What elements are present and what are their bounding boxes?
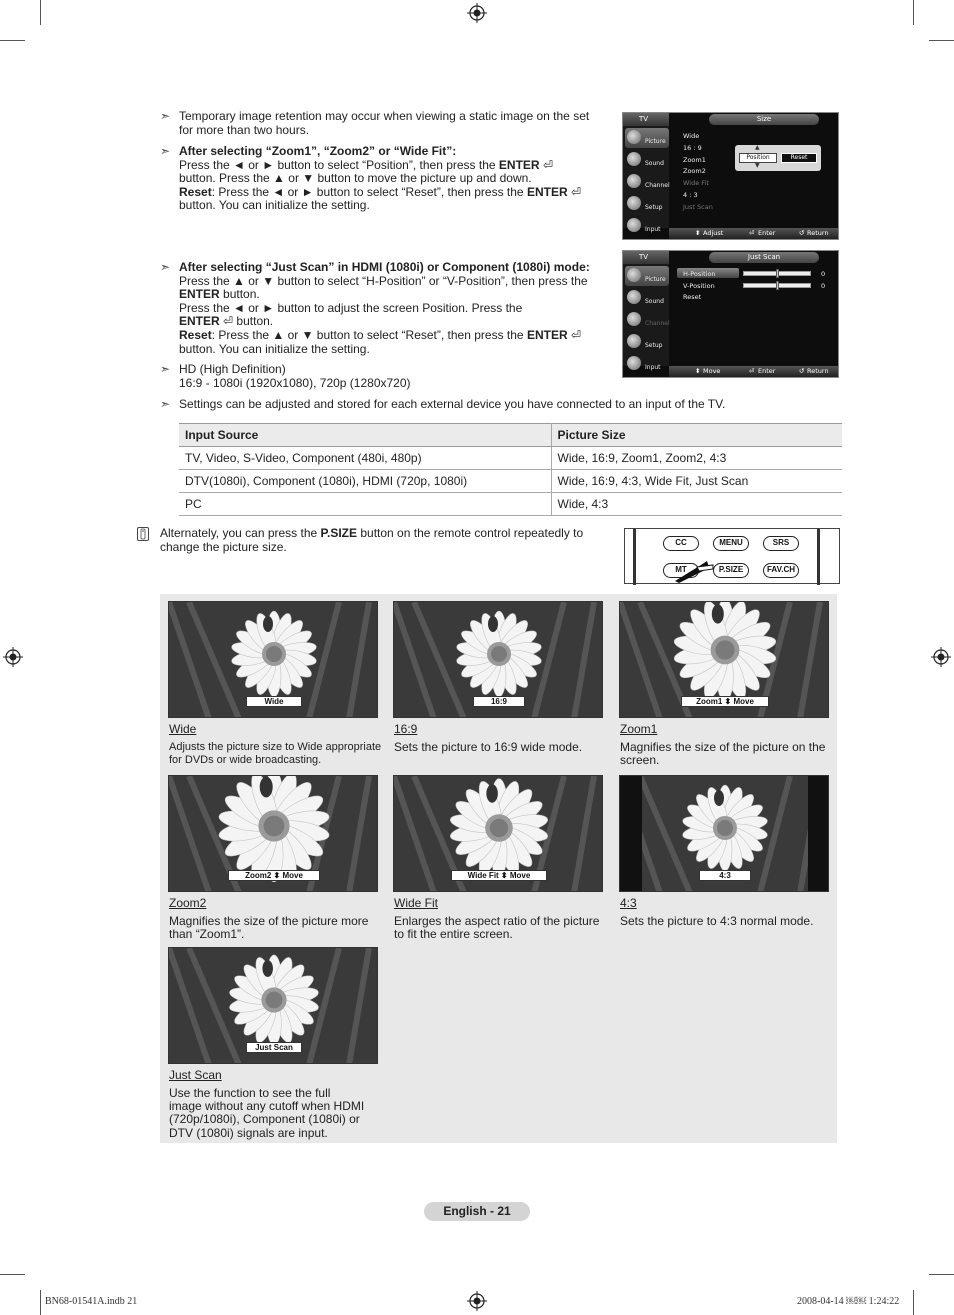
reset-label: Reset [179,327,212,342]
osd-just-scan-menu [622,250,839,378]
description-line: Magnifies the size of the picture on the [620,740,826,754]
osd-item: Wide Fit [683,179,709,187]
description-line: Adjusts the picture size to Wide appropriate [169,741,382,753]
osd-help-adjust: Adjust [703,229,724,237]
setup-icon [627,334,641,348]
srs-button: SRS [763,536,799,551]
picture-mode-title: 4:3 [620,896,637,910]
description-line: Use the function to see the full [169,1086,331,1100]
psize-button: P.SIZE [713,563,749,578]
setup-icon [627,196,641,210]
osd-size-menu [622,112,839,240]
channel-icon [627,312,641,326]
remote-note-icon [137,527,149,541]
note-heading: After selecting “Zoom1”, “Zoom2” or “Wide Fit” [179,144,453,158]
picture-mode-label: Wide [246,696,302,707]
osd-item: 16 : 9 [683,144,702,152]
note-text: Press the ◄ or ► button to select “Position”, then press the [179,157,496,172]
osd-item: Zoom2 [683,167,706,175]
sound-icon [627,152,641,166]
osd-help-return: Return [807,367,829,375]
reset-label: Reset [179,184,212,199]
note-text: Alternately, you can press the [160,526,318,540]
osd-help-enter: Enter [758,229,776,237]
remote-control-image [624,528,840,584]
enter-icon: ⏎ [570,327,582,342]
enter-label: ENTER [179,314,220,329]
note-text: button. Press the ▲ or ▼ button to move the picture up and down. [179,171,532,186]
crop-mark [913,0,914,25]
osd-title: Just Scan [709,252,819,263]
channel-icon [627,174,641,188]
description-line: image without any cutoff when HDMI [169,1099,365,1114]
crop-mark [0,40,25,41]
picture-icon [627,268,641,282]
picture-mode-description [169,1087,389,1140]
picture-mode-label: Wide Fit ⬍ Move [451,870,547,881]
footer-date: 2008-04-14 ￼￼ 1:24:22 [797,1296,900,1307]
psize-label: P.SIZE [320,526,358,540]
note-text: for more than two hours. [179,122,310,137]
enter-icon: ⏎ [223,314,234,329]
description-line: to fit the entire screen. [394,927,513,942]
note-text: Settings can be adjusted and stored for each external device you have connected to an input of the TV. [179,397,726,411]
picture-mode-title: Wide Fit [394,896,439,910]
note-text: button on the remote control repeatedly to [360,526,584,540]
sound-icon [627,290,641,304]
crop-mark [929,40,954,41]
table-cell: Wide, 4:3 [551,493,842,516]
favch-button: FAV.CH [763,563,799,578]
input-icon [627,218,641,232]
adjust-icon: ⬍ [695,229,701,237]
picture-mode-thumbnail [619,775,829,892]
picture-mode-description [620,915,840,928]
crop-mark [913,1290,914,1315]
crop-mark [40,1290,41,1315]
osd-item: 4 : 3 [683,191,698,199]
arrow-down-icon: ▼ [755,162,760,169]
osd-help-enter: Enter [758,367,776,375]
picture-mode-title: Zoom2 [169,896,207,910]
mts-button: MT [663,563,699,578]
remote-body-edge [633,529,636,585]
description-line: than “Zoom1”. [169,927,245,942]
crop-mark [40,0,41,25]
note-text: Press the ◄ or ► button to adjust the screen Position. Press the [179,300,523,315]
note-arrow-icon: ➣ [160,109,171,123]
osd-position-button: Position [739,153,777,163]
enter-icon: ⏎ [749,229,755,237]
osd-item: Zoom1 [683,156,706,164]
note-text: : Press the ◄ or ► button to select “Reset”, then press the [211,184,524,199]
enter-label: ENTER [498,157,540,172]
picture-mode-thumbnail [393,601,603,718]
picture-mode-thumbnail [168,601,378,718]
osd-side-input: Input [625,354,669,374]
table-cell: Wide, 16:9, Zoom1, Zoom2, 4:3 [551,447,842,470]
arrow-up-icon: ▲ [755,144,760,151]
note-text: button. [236,314,274,329]
h-position-slider [743,271,811,276]
note-heading: After selecting “Just Scan” in HDMI (1080i) or Component (1080i) mode: [179,260,590,274]
registration-mark-icon [3,647,23,667]
return-icon: ↺ [799,229,805,237]
table-cell: DTV(1080i), Component (1080i), HDMI (720p, 1080i) [179,470,551,493]
enter-icon: ⏎ [542,157,553,172]
picture-icon [627,130,641,144]
enter-icon: ⏎ [570,184,582,199]
description-line: Enlarges the aspect ratio of the picture [394,914,600,928]
osd-help-return: Return [807,229,829,237]
picture-mode-title: Wide [169,722,197,736]
osd-side-channel: Channel [625,310,669,330]
osd-side-setup: Setup [625,194,669,214]
remote-body-edge [817,529,820,585]
osd-position-popup [735,145,821,171]
osd-side-sound: Sound [625,288,669,308]
description-line: (720p/1080i), Component (1080i) or [169,1112,360,1127]
note-text: HD (High Definition) [179,362,286,376]
input-icon [627,356,641,370]
osd-item: Just Scan [683,203,713,211]
enter-icon: ⏎ [749,367,755,375]
osd-tv-label: TV [623,251,669,264]
picture-mode-label: 4:3 [699,870,751,881]
h-position-value: 0 [821,270,826,278]
osd-side-setup: Setup [625,332,669,352]
table-cell: TV, Video, S-Video, Component (480i, 480p) [179,447,551,470]
note-psize [160,527,583,554]
table-row [179,470,842,493]
table-header-row [179,424,842,447]
description-line: Sets the picture to 16:9 wide mode. [394,740,583,754]
picture-mode-thumbnail [393,775,603,892]
table-row [179,447,842,470]
v-position-value: 0 [821,282,826,290]
picture-mode-description [620,741,840,767]
osd-item: V-Position [683,282,715,290]
table-row [179,493,842,516]
osd-side-channel: Channel [625,172,669,192]
note-text: button. [223,287,260,302]
picture-mode-description [169,915,389,941]
picture-mode-title: Zoom1 [620,722,658,736]
picture-mode-thumbnail [168,947,378,1064]
registration-mark-icon [467,3,487,23]
osd-title: Size [709,114,819,125]
note-text: Temporary image retention may occur when viewing a static image on the set [179,109,590,123]
picture-mode-thumbnail [168,775,378,892]
pointing-finger-icon [673,553,733,583]
picture-mode-thumbnail [619,601,829,718]
page-number: English - 21 [424,1202,530,1221]
note-arrow-icon: ➣ [160,260,171,274]
table-cell: Wide, 16:9, 4:3, Wide Fit, Just Scan [551,470,842,493]
osd-sidebar [623,126,670,233]
registration-mark-icon [467,1291,487,1311]
note-text: button. You can initialize the setting. [179,198,370,213]
crop-mark [0,1274,25,1275]
table-header: Picture Size [551,424,842,447]
picture-mode-title: 16:9 [394,722,418,736]
note-text: 16:9 - 1080i (1920x1080), 720p (1280x720) [179,375,411,390]
picture-mode-title: Just Scan [169,1068,222,1082]
footer-file: BN68-01541A.indb 21 [45,1296,138,1307]
note-text: : Press the ▲ or ▼ button to select “Reset”, then press the [211,327,524,342]
picture-mode-description [394,741,614,754]
description-line: DTV (1080i) signals are input. [169,1125,328,1140]
picture-mode-label: 16:9 [473,696,525,707]
enter-label: ENTER [526,327,568,342]
osd-tv-label: TV [623,113,669,126]
osd-side-input: Input [625,216,669,236]
note-text: Press the ▲ or ▼ button to select “H-Position” or “V-Position”, then press the [179,273,588,288]
picture-mode-label: Zoom1 ⬍ Move [681,696,769,707]
osd-sidebar [623,264,670,371]
description-line: Magnifies the size of the picture more [169,914,369,928]
cc-button: CC [663,536,699,551]
osd-item: Reset [683,293,702,301]
menu-button: MENU [713,536,749,551]
description-line: screen. [620,753,660,768]
input-picture-size-table [179,423,842,516]
picture-mode-description [394,915,614,941]
osd-item: Wide [683,132,700,140]
note-arrow-icon: ➣ [160,362,171,376]
move-icon: ⬍ [695,367,701,375]
note-text: change the picture size. [160,539,287,554]
picture-mode-label: Just Scan [246,1042,302,1053]
osd-side-picture: Picture [625,128,669,148]
osd-side-picture: Picture [625,266,669,286]
table-cell: PC [179,493,551,516]
table-header: Input Source [179,424,551,447]
enter-label: ENTER [526,184,568,199]
enter-label: ENTER [179,287,220,302]
osd-side-sound: Sound [625,150,669,170]
osd-help-move: Move [703,367,721,375]
picture-mode-label: Zoom2 ⬍ Move [228,870,320,881]
osd-reset-button: Reset [781,153,817,163]
note-arrow-icon: ➣ [160,397,171,411]
picture-mode-description [169,741,389,766]
note-arrow-icon: ➣ [160,144,171,158]
v-position-slider [743,283,811,288]
osd-item: H-Position [683,270,716,278]
osd-help-bar [669,366,838,377]
registration-mark-icon [931,647,951,667]
description-line: for DVDs or wide broadcasting. [169,753,322,766]
osd-help-bar [669,228,838,239]
return-icon: ↺ [799,367,805,375]
crop-mark [929,1274,954,1275]
note-text: button. You can initialize the setting. [179,341,370,356]
description-line: Sets the picture to 4:3 normal mode. [620,914,814,928]
